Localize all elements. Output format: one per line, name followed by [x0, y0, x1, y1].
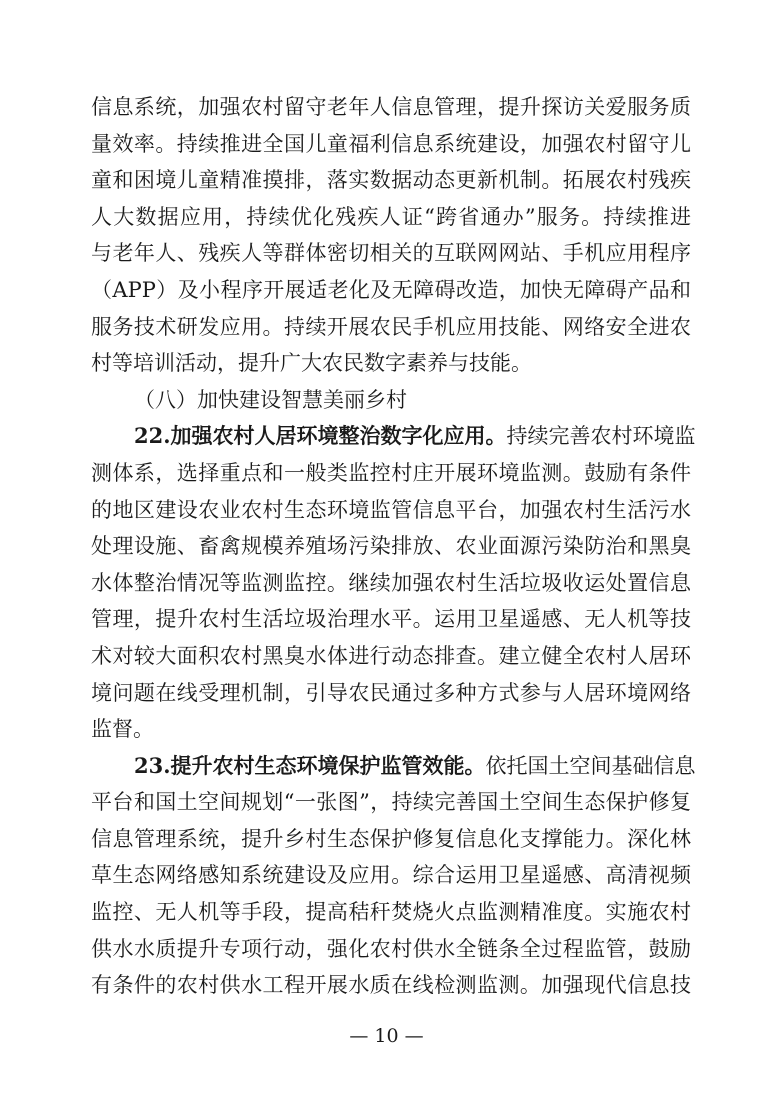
text-line: 平台和国土空间规划“一张图”，持续完善国土空间生态保护修复 [91, 790, 691, 815]
body-paragraph [91, 89, 691, 382]
text-line: 术对较大面积农村黑臭水体进行动态排查。建立健全农村人居环 [91, 643, 691, 668]
text-line: 童和困境儿童精准摸排，落实数据动态更新机制。拓展农村残疾 [91, 168, 691, 193]
page-number: — 10 — [349, 1025, 424, 1047]
text-line: 境问题在线受理机制，引导农民通过多种方式参与人居环境网络 [91, 680, 691, 705]
text-line [91, 418, 696, 455]
item-text: 持续完善农村环境监 [506, 424, 696, 449]
text-line: 监督。 [91, 717, 154, 742]
text-line: 测体系，选择重点和一般类监控村庄开展环境监测。鼓励有条件 [91, 460, 691, 485]
text-line: 有条件的农村供水工程开展水质在线检测监测。加强现代信息技 [91, 973, 691, 998]
text-line: 管理，提升农村生活垃圾治理水平。运用卫星遥感、无人机等技 [91, 607, 691, 632]
text-line: 信息系统，加强农村留守老年人信息管理，提升探访关爱服务质 [91, 95, 691, 119]
text-line: 供水水质提升专项行动，强化农村供水全链条全过程监管，鼓励 [91, 936, 691, 961]
item-title: 22.加强农村人居环境整治数字化应用。 [134, 423, 507, 449]
item-title: 23.提升农村生态环境保护监管效能。 [134, 752, 486, 778]
text-line: 的地区建设农业农村生态环境监管信息平台，加强农村生活污水 [91, 497, 691, 522]
text-line: 水体整治情况等监测监控。继续加强农村生活垃圾收运处置信息 [91, 570, 691, 595]
item-paragraph-22 [91, 418, 696, 747]
text-line: 处理设施、畜禽规模养殖场污染排放、农业面源污染防治和黑臭 [91, 534, 691, 559]
text-line: 人大数据应用，持续优化残疾人证“跨省通办”服务。持续推进 [91, 204, 691, 229]
text-line: 村等培训活动，提升广大农民数字素养与技能。 [91, 351, 532, 376]
text-line: （APP）及小程序开展适老化及无障碍改造，加快无障碍产品和 [91, 277, 691, 302]
text-line: 监控、无人机等手段，提高秸秆焚烧火点监测精准度。实施农村 [91, 900, 691, 925]
page-content [91, 89, 696, 1004]
text-line: 与老年人、残疾人等群体密切相关的互联网网站、手机应用程序 [91, 241, 691, 266]
text-line [91, 748, 696, 785]
section-heading: （八）加快建设智慧美丽乡村 [134, 387, 407, 412]
text-line: 服务技术研发应用。持续开展农民手机应用技能、网络安全进农 [91, 314, 691, 339]
text-line: 草生态网络感知系统建设及应用。综合运用卫星遥感、高清视频 [91, 863, 691, 888]
item-text: 依托国土空间基础信息 [485, 753, 696, 778]
text-line: 量效率。持续推进全国儿童福利信息系统建设，加强农村留守儿 [91, 131, 691, 156]
text-line: 信息管理系统，提升乡村生态保护修复信息化支撑能力。深化林 [91, 826, 691, 851]
item-paragraph-23 [91, 748, 696, 1004]
